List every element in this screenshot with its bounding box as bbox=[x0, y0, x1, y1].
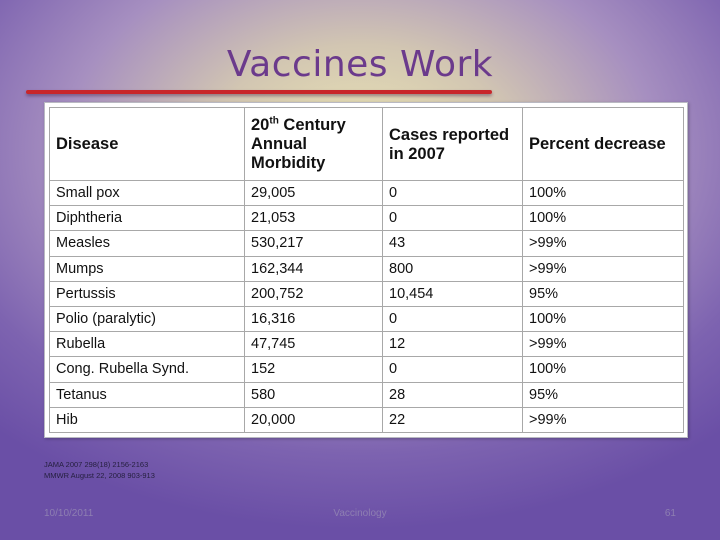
cell-morbidity: 47,745 bbox=[245, 332, 383, 357]
cell-morbidity: 200,752 bbox=[245, 281, 383, 306]
table-row bbox=[50, 231, 684, 256]
cell-percent: 100% bbox=[523, 357, 684, 382]
header-disease: Disease bbox=[50, 108, 245, 181]
footer-center: Vaccinology bbox=[333, 508, 387, 519]
cell-cases: 43 bbox=[383, 231, 523, 256]
cell-percent: 100% bbox=[523, 181, 684, 206]
cell-percent: 100% bbox=[523, 206, 684, 231]
cell-percent: 95% bbox=[523, 382, 684, 407]
cell-morbidity: 29,005 bbox=[245, 181, 383, 206]
cell-disease: Hib bbox=[50, 407, 245, 432]
title-underline bbox=[26, 90, 492, 94]
table-row bbox=[50, 181, 684, 206]
table-row bbox=[50, 382, 684, 407]
cell-disease: Mumps bbox=[50, 256, 245, 281]
header-percent: Percent decrease bbox=[523, 108, 684, 181]
table-body bbox=[50, 181, 684, 433]
cell-cases: 0 bbox=[383, 357, 523, 382]
cell-morbidity: 152 bbox=[245, 357, 383, 382]
cell-percent: >99% bbox=[523, 256, 684, 281]
table-frame bbox=[44, 102, 688, 438]
cell-disease: Polio (paralytic) bbox=[50, 306, 245, 331]
table-row bbox=[50, 407, 684, 432]
slide-title: Vaccines Work bbox=[226, 44, 494, 85]
cell-percent: >99% bbox=[523, 407, 684, 432]
cell-cases: 0 bbox=[383, 206, 523, 231]
cell-cases: 22 bbox=[383, 407, 523, 432]
table-row bbox=[50, 306, 684, 331]
cell-morbidity: 530,217 bbox=[245, 231, 383, 256]
cell-morbidity: 580 bbox=[245, 382, 383, 407]
cell-percent: 100% bbox=[523, 306, 684, 331]
cell-disease: Pertussis bbox=[50, 281, 245, 306]
cell-disease: Small pox bbox=[50, 181, 245, 206]
table-header-row bbox=[50, 108, 684, 181]
cell-morbidity: 21,053 bbox=[245, 206, 383, 231]
cell-percent: 95% bbox=[523, 281, 684, 306]
table-row bbox=[50, 357, 684, 382]
cell-cases: 800 bbox=[383, 256, 523, 281]
cell-disease: Rubella bbox=[50, 332, 245, 357]
reference-mmwr: MMWR August 22, 2008 903-913 bbox=[44, 471, 155, 480]
header-morbidity bbox=[245, 108, 383, 181]
table-row bbox=[50, 256, 684, 281]
cell-disease: Diphtheria bbox=[50, 206, 245, 231]
cell-cases: 28 bbox=[383, 382, 523, 407]
footer-page-number: 61 bbox=[664, 508, 676, 519]
cell-disease: Tetanus bbox=[50, 382, 245, 407]
vaccine-table bbox=[49, 107, 684, 433]
header-morbidity-sup: th bbox=[269, 115, 279, 127]
references bbox=[44, 459, 155, 481]
cell-cases: 0 bbox=[383, 306, 523, 331]
cell-cases: 0 bbox=[383, 181, 523, 206]
table-row bbox=[50, 206, 684, 231]
table-row bbox=[50, 281, 684, 306]
cell-disease: Measles bbox=[50, 231, 245, 256]
header-morbidity-prefix: 20 bbox=[251, 116, 270, 134]
table-row bbox=[50, 332, 684, 357]
cell-cases: 10,454 bbox=[383, 281, 523, 306]
reference-jama: JAMA 2007 298(18) 2156-2163 bbox=[44, 460, 149, 469]
cell-morbidity: 162,344 bbox=[245, 256, 383, 281]
cell-percent: >99% bbox=[523, 231, 684, 256]
cell-cases: 12 bbox=[383, 332, 523, 357]
header-morbidity-rest: Century Annual Morbidity bbox=[251, 116, 346, 172]
cell-morbidity: 16,316 bbox=[245, 306, 383, 331]
header-cases: Cases reported in 2007 bbox=[383, 108, 523, 181]
cell-percent: >99% bbox=[523, 332, 684, 357]
footer-date: 10/10/2011 bbox=[44, 508, 94, 519]
cell-disease: Cong. Rubella Synd. bbox=[50, 357, 245, 382]
cell-morbidity: 20,000 bbox=[245, 407, 383, 432]
